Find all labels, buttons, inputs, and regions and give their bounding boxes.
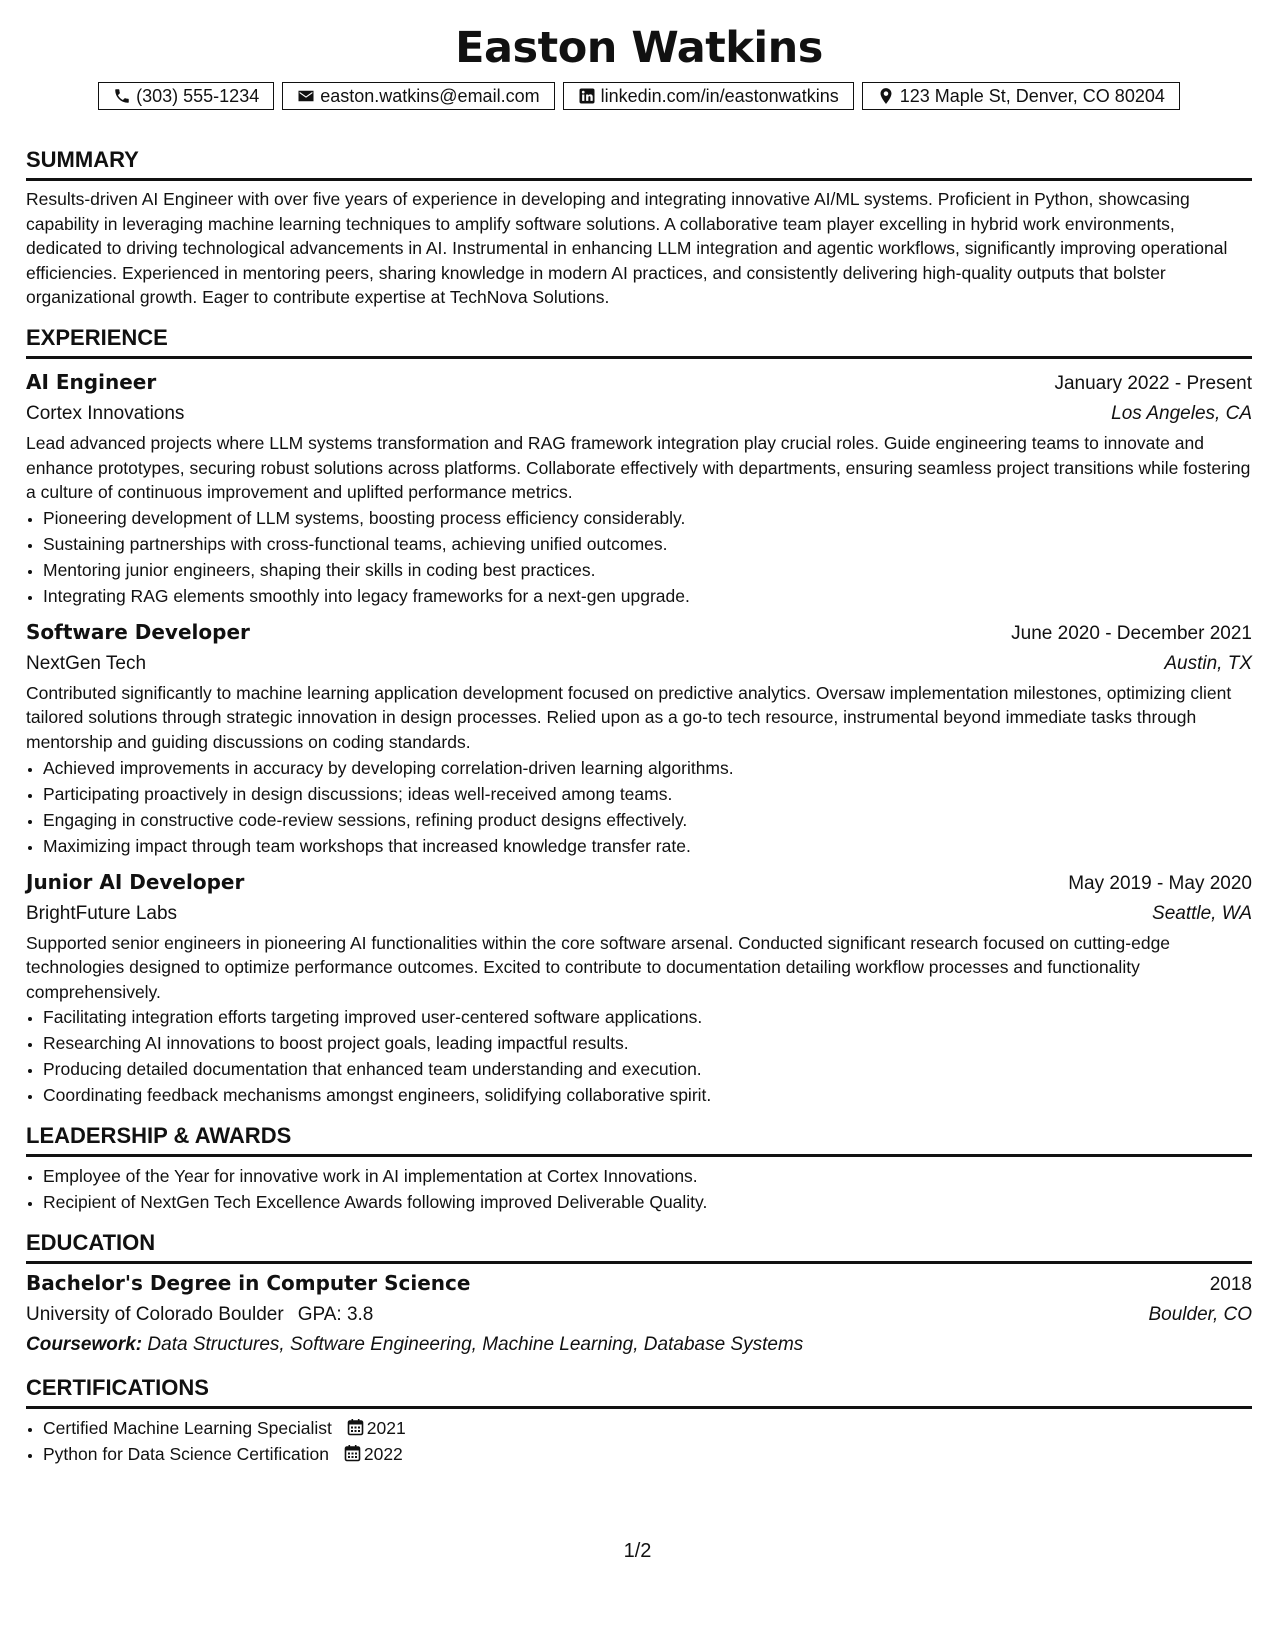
list-item: • Sustaining partnerships with cross-functional teams, achieving unified outcomes. xyxy=(43,531,1252,557)
calendar-icon xyxy=(344,1444,361,1462)
list-item: • Achieved improvements in accuracy by developing correlation-driven learning algorithms. xyxy=(43,755,1252,781)
job-location: Los Angeles, CA xyxy=(1111,402,1252,424)
list-item: • Maximizing impact through team workshops that increased knowledge transfer rate. xyxy=(43,833,1252,859)
experience-section xyxy=(26,324,1252,1108)
section-title-certifications: CERTIFICATIONS xyxy=(26,1374,1252,1409)
school-info xyxy=(26,1300,373,1330)
contact-phone xyxy=(98,82,274,110)
section-title-leadership: LEADERSHIP & AWARDS xyxy=(26,1122,1252,1157)
list-item: • Integrating RAG elements smoothly into legacy frameworks for a next-gen upgrade. xyxy=(43,583,1252,609)
map-pin-icon xyxy=(877,87,895,105)
job-dates: January 2022 - Present xyxy=(1054,372,1252,394)
job-location: Seattle, WA xyxy=(1152,902,1252,924)
school-location: Boulder, CO xyxy=(1148,1304,1252,1326)
certification-year: 2021 xyxy=(366,1418,406,1439)
contact-email[interactable] xyxy=(282,82,554,110)
contact-linkedin-text: linkedin.com/in/eastonwatkins xyxy=(600,85,839,106)
certification-name: Certified Machine Learning Specialist xyxy=(43,1418,332,1439)
job-dates: May 2019 - May 2020 xyxy=(1068,872,1252,894)
education-section xyxy=(26,1229,1252,1360)
school-name: University of Colorado Boulder xyxy=(26,1304,284,1326)
contact-phone-text: (303) 555-1234 xyxy=(136,85,260,106)
list-item xyxy=(43,1415,1252,1441)
list-item: • Pioneering development of LLM systems, boosting process efficiency considerably. xyxy=(43,505,1252,531)
certification-year: 2022 xyxy=(363,1444,403,1465)
list-item: • Researching AI innovations to boost project goals, leading impactful results. xyxy=(43,1030,1252,1056)
degree-title: Bachelor's Degree in Computer Science xyxy=(26,1271,471,1296)
contact-linkedin[interactable] xyxy=(563,82,854,110)
summary-section xyxy=(26,146,1252,310)
summary-text: Results-driven AI Engineer with over five years of experience in developing and integrating innovative AI/ML systems. Proficient in Python, showcasing capability in leveraging machine learning techniques to amplify software solutions. A collaborative team player excelling in hybrid work environments, dedicated to driving technological advancements in AI. Instrumental in enhancing LLM integration and agentic workflows, significantly improving operational efficiencies. Experienced in mentoring peers, sharing knowledge in modern AI practices, and consistently delivering high-quality outputs that bolster organizational growth. Eager to contribute expertise at TechNova Solutions. xyxy=(26,189,1228,308)
awards-list xyxy=(26,1163,1252,1215)
list-item: • Recipient of NextGen Tech Excellence Awards following improved Deliverable Quality. xyxy=(43,1189,1252,1215)
contact-address xyxy=(862,82,1180,110)
section-title-education: EDUCATION xyxy=(26,1229,1252,1264)
gpa: GPA: 3.8 xyxy=(297,1304,374,1326)
calendar-icon xyxy=(347,1418,364,1436)
certification-name: Python for Data Science Certification xyxy=(43,1444,329,1465)
job-company: NextGen Tech xyxy=(26,652,147,674)
page-number: 1/2 xyxy=(623,1540,652,1562)
list-item: • Facilitating integration efforts targeting improved user-centered software applications. xyxy=(43,1004,1252,1030)
envelope-icon xyxy=(297,87,315,105)
list-item: • Producing detailed documentation that enhanced team understanding and execution. xyxy=(43,1056,1252,1082)
job-entry xyxy=(26,617,1252,859)
graduation-year: 2018 xyxy=(1209,1274,1252,1296)
job-title: AI Engineer xyxy=(26,369,157,394)
job-entry xyxy=(26,867,1252,1109)
resume-page xyxy=(26,18,1252,1467)
job-title: Software Developer xyxy=(26,619,250,644)
phone-icon xyxy=(113,87,131,105)
contact-bar xyxy=(26,82,1252,110)
job-title: Junior AI Developer xyxy=(26,869,245,894)
coursework xyxy=(26,1330,1252,1360)
list-item: • Engaging in constructive code-review sessions, refining product designs effectively. xyxy=(43,807,1252,833)
list-item: • Coordinating feedback mechanisms amongst engineers, solidifying collaborative spirit. xyxy=(43,1082,1252,1108)
job-bullets xyxy=(26,505,1252,609)
list-item xyxy=(43,1441,1252,1467)
coursework-label: Coursework: xyxy=(26,1334,143,1356)
section-title-summary: SUMMARY xyxy=(26,146,1252,181)
job-description: Contributed significantly to machine learning application development focused on predictive analytics. Oversaw implementation milestones, optimizing client tailored solutions through strategic innovation in design processes. Relied upon as a go-to tech resource, instrumental beyond immediate tasks through mentorship and guiding discussions on coding standards. xyxy=(26,682,1232,752)
job-dates: June 2020 - December 2021 xyxy=(1011,622,1252,644)
leadership-section xyxy=(26,1122,1252,1215)
list-item: • Mentoring junior engineers, shaping their skills in coding best practices. xyxy=(43,557,1252,583)
list-item: • Employee of the Year for innovative work in AI implementation at Cortex Innovations. xyxy=(43,1163,1252,1189)
certifications-section xyxy=(26,1374,1252,1467)
coursework-list: Data Structures, Software Engineering, Machine Learning, Database Systems xyxy=(147,1334,804,1356)
job-bullets xyxy=(26,1004,1252,1108)
certifications-list xyxy=(26,1415,1252,1467)
job-company: Cortex Innovations xyxy=(26,402,185,424)
contact-email-text: easton.watkins@email.com xyxy=(320,85,540,106)
job-description: Lead advanced projects where LLM systems transformation and RAG framework integration play crucial roles. Guide engineering teams to innovate and enhance prototypes, securing robust solutions across platforms. Collaborate effectively with departments, ensuring seamless project transitions while fostering a culture of continuous improvement and uplifted performance metrics. xyxy=(26,432,1251,503)
list-item: • Participating proactively in design discussions; ideas well-received among teams. xyxy=(43,781,1252,807)
candidate-name: Easton Watkins xyxy=(455,23,823,73)
contact-address-text: 123 Maple St, Denver, CO 80204 xyxy=(899,85,1165,106)
job-entry xyxy=(26,367,1252,609)
job-bullets xyxy=(26,755,1252,859)
job-description: Supported senior engineers in pioneering AI functionalities within the core software arsenal. Conducted significant research focused on cutting-edge technologies designed to optimize performance outcomes. Excited to contribute to documentation detailing workflow processes and functionality comprehensively. xyxy=(26,932,1171,1002)
section-title-experience: EXPERIENCE xyxy=(26,324,1252,359)
job-company: BrightFuture Labs xyxy=(26,902,178,924)
linkedin-icon xyxy=(578,87,596,105)
job-location: Austin, TX xyxy=(1164,652,1252,674)
